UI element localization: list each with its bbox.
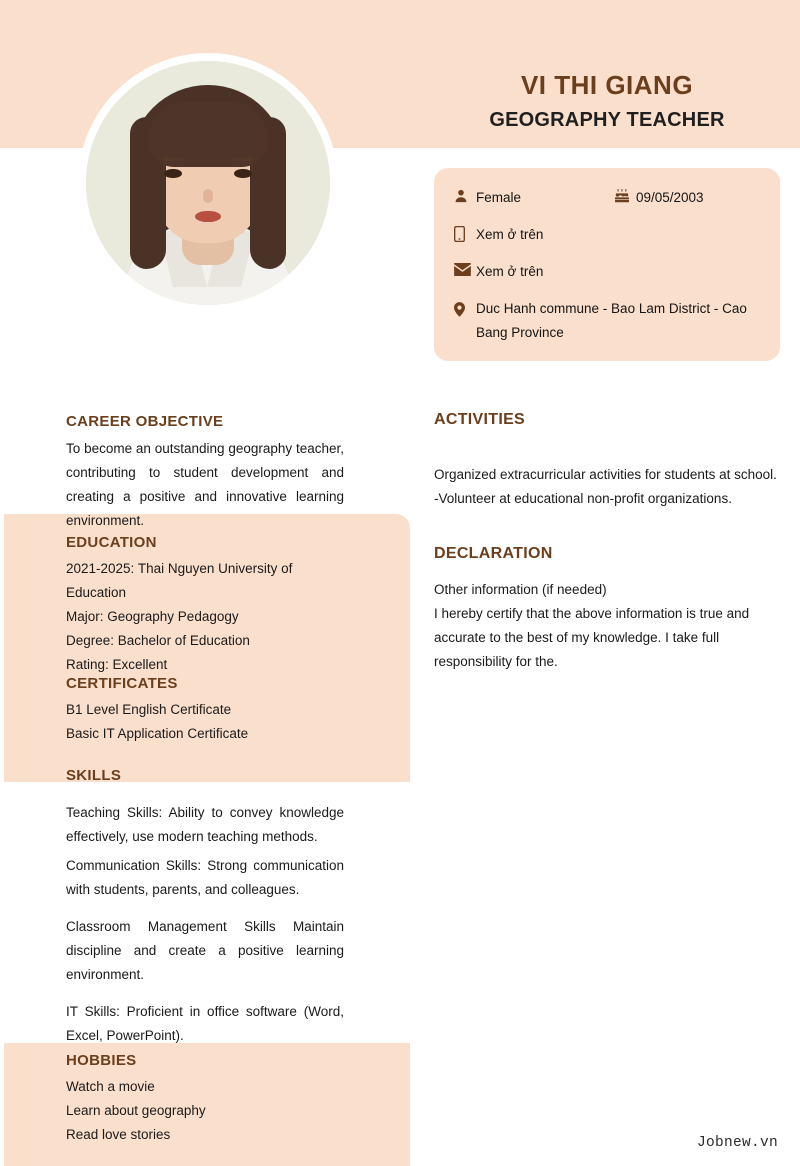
section-education [0, 533, 410, 677]
contact-card [434, 168, 780, 361]
declaration-intro: Other information (if needed) [434, 582, 607, 597]
address-value: Duc Hanh commune - Bao Lam District - Cao Bang Province [476, 301, 747, 340]
education-line: Major: Geography Pedagogy [66, 609, 239, 624]
user-icon [454, 186, 476, 203]
hobby-line: Watch a movie [66, 1079, 155, 1094]
section-title-certificates: CERTIFICATES [66, 675, 178, 692]
page-title: VI THI GIANG [520, 70, 694, 100]
hobby-line: Learn about geography [66, 1103, 206, 1118]
contact-address [454, 297, 760, 345]
education-line: Rating: Excellent [66, 657, 168, 672]
right-column [434, 410, 780, 674]
skill-paragraph: Classroom Management Skills Maintain discipline and create a positive learning environment. [66, 919, 344, 982]
contact-birthday [614, 186, 704, 210]
section-career-objective [0, 412, 410, 533]
contact-email [454, 260, 760, 284]
contact-row [454, 186, 760, 210]
skill-paragraph: Communication Skills: Strong communication with students, parents, and colleagues. [66, 858, 344, 897]
skill-paragraph: IT Skills: Proficient in office software (Word, Excel, PowerPoint). [66, 1004, 344, 1043]
certificate-line: Basic IT Application Certificate [66, 726, 249, 741]
watermark: Jobnew.vn [696, 1135, 778, 1151]
hobby-line: Read love stories [66, 1127, 171, 1142]
birthday-value: 09/05/2003 [636, 190, 704, 205]
career-objective-text: To become an outstanding geography teacher, contributing to student development and creating a positive and innovative learning environment. [66, 441, 344, 528]
birthday-cake-icon [614, 186, 636, 203]
portrait-photo [86, 61, 330, 305]
section-activities [434, 410, 780, 511]
section-skills [0, 766, 410, 1048]
contact-phone [454, 223, 760, 247]
activity-line: Organized extracurricular activities for students at school. [434, 467, 777, 482]
section-title-education: EDUCATION [66, 534, 157, 551]
activity-line: -Volunteer at educational non-profit organizations. [434, 491, 732, 506]
education-line: 2021-2025: Thai Nguyen University of Education [66, 561, 293, 600]
section-declaration [434, 544, 780, 674]
certificate-line: B1 Level English Certificate [66, 702, 232, 717]
skill-paragraph: Teaching Skills: Ability to convey knowledge effectively, use modern teaching methods. [66, 805, 344, 844]
education-line: Degree: Bachelor of Education [66, 633, 250, 648]
gender-value: Female [476, 190, 522, 205]
section-title-activities: ACTIVITIES [434, 411, 526, 428]
job-title: GEOGRAPHY TEACHER [489, 109, 725, 131]
email-value: Xem ở trên [476, 264, 544, 279]
section-certificates [0, 674, 410, 746]
section-title-declaration: DECLARATION [434, 545, 553, 562]
avatar [78, 53, 338, 313]
section-title-career-objective: CAREER OBJECTIVE [66, 413, 224, 430]
mobile-phone-icon [454, 223, 476, 242]
section-title-skills: SKILLS [66, 767, 122, 784]
declaration-text: I hereby certify that the above information is true and accurate to the best of my knowledge. I take full responsibility for the. [434, 606, 750, 669]
name-block [434, 68, 780, 133]
envelope-icon [454, 260, 476, 276]
location-pin-icon [454, 297, 476, 317]
section-hobbies [0, 1051, 410, 1147]
contact-gender [454, 186, 614, 210]
phone-value: Xem ở trên [476, 227, 544, 242]
section-title-hobbies: HOBBIES [66, 1052, 137, 1069]
